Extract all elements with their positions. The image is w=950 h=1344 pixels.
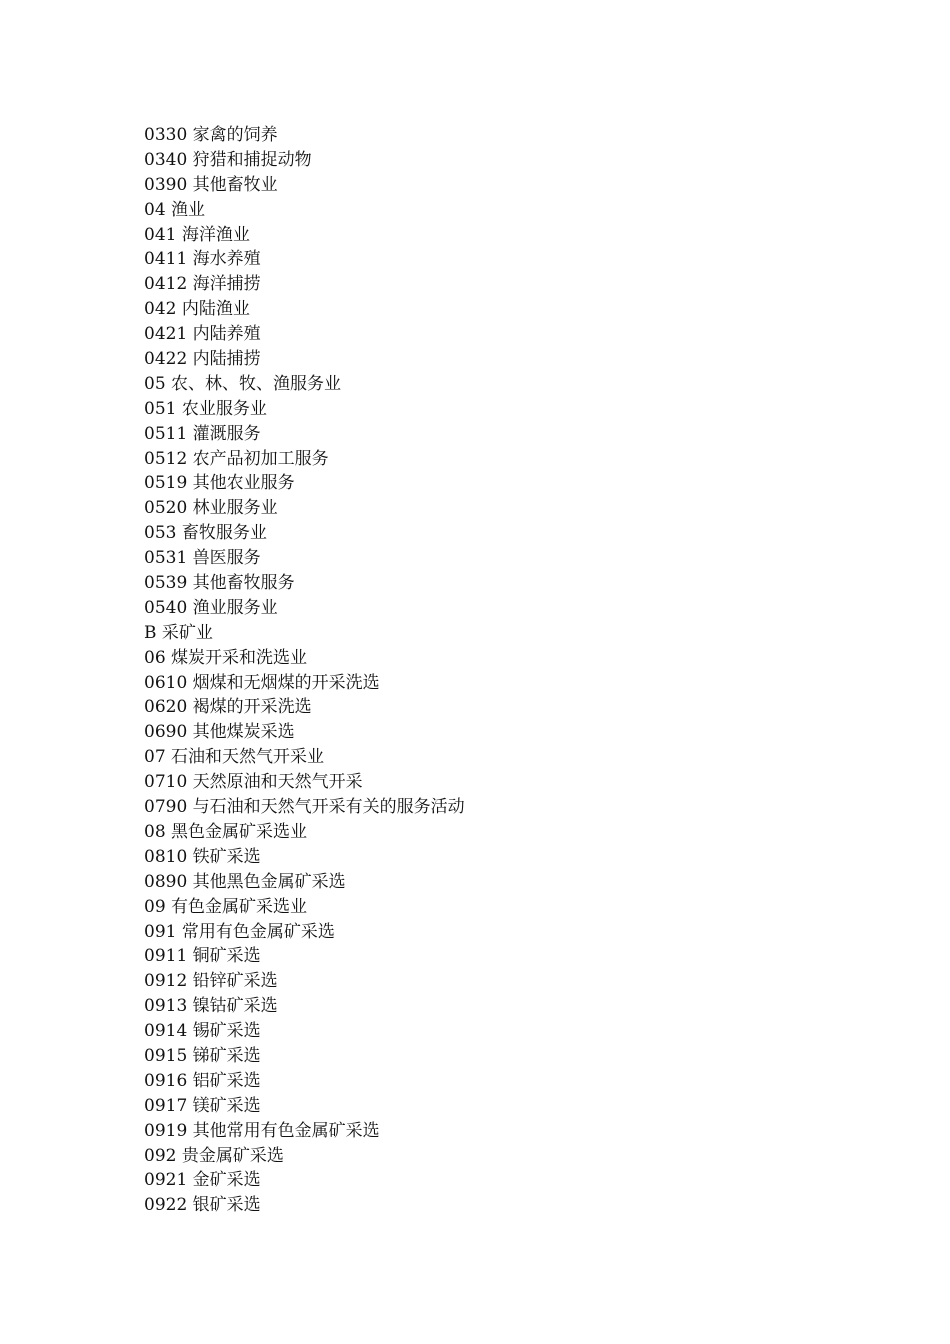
list-item: 0810 铁矿采选 bbox=[144, 846, 261, 867]
list-item: 041 海洋渔业 bbox=[144, 224, 250, 245]
list-item: 0540 渔业服务业 bbox=[144, 597, 278, 618]
list-item: 0511 灌溉服务 bbox=[144, 423, 261, 444]
list-item: 0919 其他常用有色金属矿采选 bbox=[144, 1120, 380, 1141]
list-item: 0922 银矿采选 bbox=[144, 1195, 261, 1216]
list-item: B 采矿业 bbox=[144, 622, 213, 643]
list-item: 053 畜牧服务业 bbox=[144, 523, 267, 544]
list-item: 09 有色金属矿采选业 bbox=[144, 896, 308, 917]
list-item: 0610 烟煤和无烟煤的开采洗选 bbox=[144, 672, 380, 693]
list-item: 06 煤炭开采和洗选业 bbox=[144, 647, 308, 668]
list-item: 042 内陆渔业 bbox=[144, 299, 250, 320]
list-item: 0412 海洋捕捞 bbox=[144, 274, 261, 295]
list-item: 092 贵金属矿采选 bbox=[144, 1145, 284, 1166]
list-item: 0690 其他煤炭采选 bbox=[144, 722, 295, 743]
list-item: 0913 镍钴矿采选 bbox=[144, 996, 278, 1017]
list-item: 091 常用有色金属矿采选 bbox=[144, 921, 335, 942]
list-item: 0531 兽医服务 bbox=[144, 548, 261, 569]
list-item: 07 石油和天然气开采业 bbox=[144, 747, 325, 768]
list-item: 0916 铝矿采选 bbox=[144, 1070, 261, 1091]
classification-list bbox=[144, 123, 465, 1218]
list-item: 0390 其他畜牧业 bbox=[144, 174, 278, 195]
list-item: 0912 铅锌矿采选 bbox=[144, 971, 278, 992]
list-item: 0512 农产品初加工服务 bbox=[144, 448, 329, 469]
list-item: 0911 铜矿采选 bbox=[144, 946, 261, 967]
list-item: 0421 内陆养殖 bbox=[144, 324, 261, 345]
list-item: 0520 林业服务业 bbox=[144, 498, 278, 519]
list-item: 0539 其他畜牧服务 bbox=[144, 573, 295, 594]
list-item: 0914 锡矿采选 bbox=[144, 1021, 261, 1042]
list-item: 0710 天然原油和天然气开采 bbox=[144, 772, 363, 793]
list-item: 0620 褐煤的开采洗选 bbox=[144, 697, 312, 718]
list-item: 0890 其他黑色金属矿采选 bbox=[144, 871, 346, 892]
list-item: 0790 与石油和天然气开采有关的服务活动 bbox=[144, 797, 465, 818]
list-item: 0915 锑矿采选 bbox=[144, 1045, 261, 1066]
list-item: 05 农、林、牧、渔服务业 bbox=[144, 373, 342, 394]
list-item: 0330 家禽的饲养 bbox=[144, 125, 278, 145]
list-item: 0422 内陆捕捞 bbox=[144, 349, 261, 370]
list-item: 051 农业服务业 bbox=[144, 398, 267, 419]
list-item: 0917 镁矿采选 bbox=[144, 1095, 261, 1116]
list-item: 04 渔业 bbox=[144, 199, 206, 220]
list-item: 0340 狩猎和捕捉动物 bbox=[144, 149, 312, 170]
list-item: 08 黑色金属矿采选业 bbox=[144, 821, 308, 842]
list-item: 0519 其他农业服务 bbox=[144, 473, 295, 494]
list-item: 0411 海水养殖 bbox=[144, 249, 261, 270]
list-item: 0921 金矿采选 bbox=[144, 1170, 261, 1191]
